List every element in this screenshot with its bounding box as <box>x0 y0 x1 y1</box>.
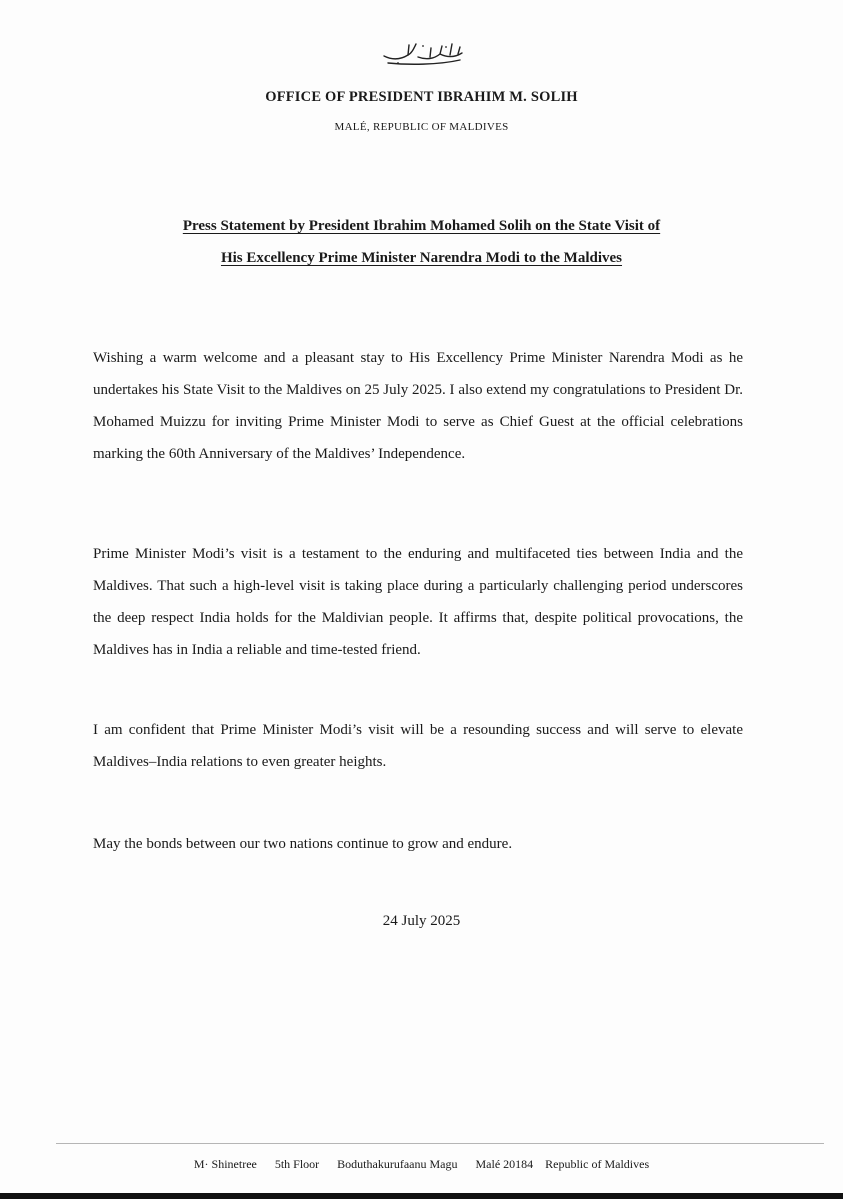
statement-title-line-2: His Excellency Prime Minister Narendra Modi to the Maldives <box>220 250 623 266</box>
paragraph-ties: Prime Minister Modi’s visit is a testament to the enduring and multifaceted ties between India and the Maldives. That such a high-level visit is taking place during a particularly challenging period underscores the deep respect India holds for the Maldivian people. It affirms that, despite political provocations, the Maldives has in India a reliable and time-tested friend. <box>93 546 743 658</box>
statement-title <box>60 210 783 274</box>
paragraph-welcome: Wishing a warm welcome and a pleasant stay to His Excellency Prime Minister Narendra Modi as he undertakes his State Visit to the Maldives on 25 July 2025. I also extend my congratulations to President Dr. Mohamed Muizzu for inviting Prime Minister Modi to serve as Chief Guest at the official celebrations marking the 60th Anniversary of the Maldives’ Independence. <box>93 350 743 462</box>
bismillah-calligraphy-icon <box>378 38 468 68</box>
statement-title-line-1: Press Statement by President Ibrahim Mohamed Solih on the State Visit of <box>182 218 661 234</box>
paragraph-closing: May the bonds between our two nations continue to grow and endure. <box>93 836 513 852</box>
office-subtitle: MALÉ, REPUBLIC OF MALDIVES <box>334 121 509 133</box>
statement-date: 24 July 2025 <box>382 913 461 929</box>
office-title: OFFICE OF PRESIDENT IBRAHIM M. SOLIH <box>265 89 578 105</box>
footer-divider <box>56 1143 824 1144</box>
bottom-edge-bar <box>0 1193 843 1199</box>
footer-address: M· Shinetree 5th Floor Boduthakurufaanu Magu Malé 20184 Republic of Maldives <box>193 1157 650 1171</box>
paragraph-confidence: I am confident that Prime Minister Modi’s visit will be a resounding success and will serve to elevate Maldives–India relations to even greater heights. <box>93 722 743 770</box>
